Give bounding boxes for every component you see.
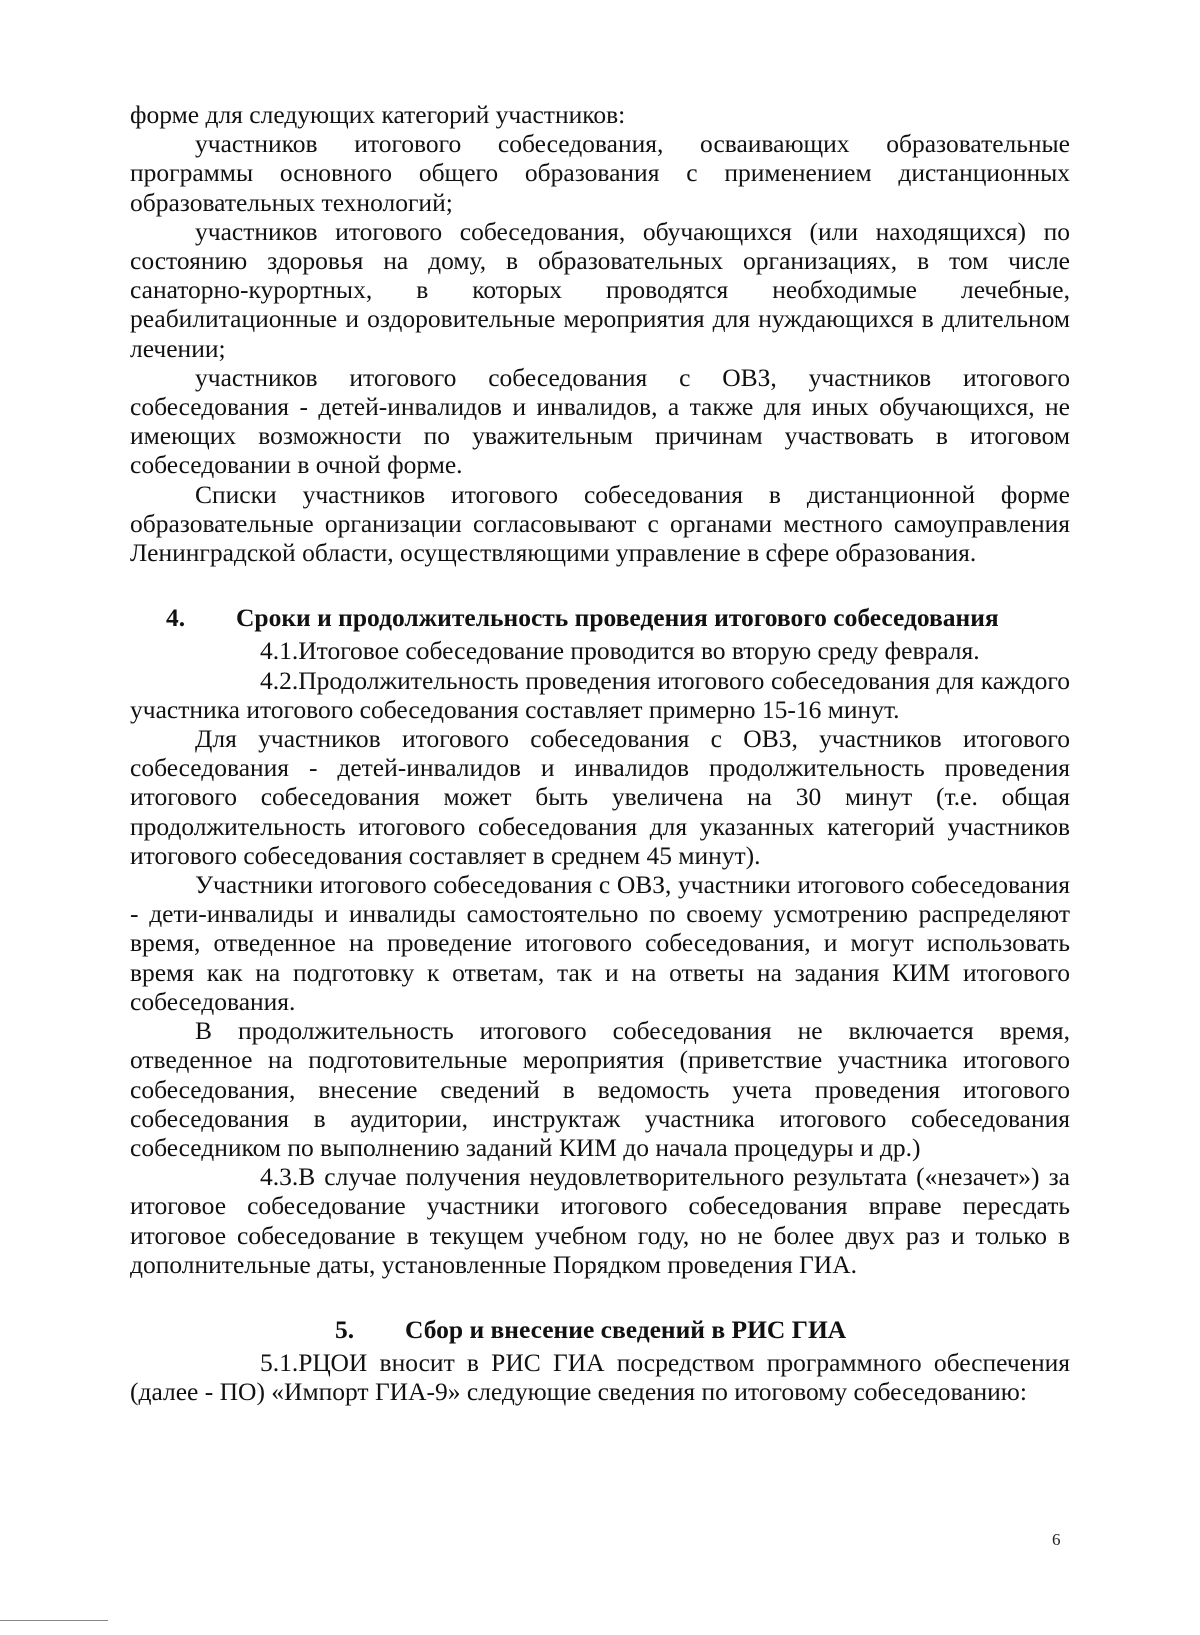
item-4-1-number: 4.1. <box>260 636 299 666</box>
item-4-3-number: 4.3. <box>260 1162 299 1192</box>
item-4-2-text: Продолжительность проведения итогового собеседования для каждого участника итогового собеседования составляет примерно 15-16 минут. <box>130 665 1070 724</box>
item-5-1-number: 5.1. <box>260 1348 299 1378</box>
item-4-1 <box>130 636 1070 665</box>
section-4-number: 4. <box>166 603 186 633</box>
paragraph-category-home: участников итогового собеседования, обучающихся (или находящихся) по состоянию здоровья на дому, в образовательных организациях, в том числе санаторно-курортных, в которых проводятся необходимые лечебные, реабилитационные и оздоровительные мероприятия для нуждающихся в длительном лечении; <box>130 216 1070 363</box>
item-4-2-number: 4.2. <box>260 665 299 695</box>
item-5-1-text: РЦОИ вносит в РИС ГИА посредством программного обеспечения (далее - ПО) «Импорт ГИА-9» следующие сведения по итоговому собеседованию: <box>130 1348 1070 1407</box>
item-4-3 <box>130 1162 1070 1279</box>
footer-divider <box>0 1620 108 1621</box>
paragraph-continuation: форме для следующих категорий участников: <box>130 100 626 129</box>
paragraph-preparation: В продолжительность итогового собеседования не включается время, отведенное на подготовительные мероприятия (приветствие участника итогового собеседования, внесение сведений в ведомость учета проведения итогового собеседования в аудитории, инструктаж участника итогового собеседования собеседником по выполнению заданий КИМ до начала процедуры и др.) <box>130 1016 1070 1162</box>
item-4-2 <box>130 666 1070 724</box>
section-4-heading <box>130 603 1070 632</box>
section-4-title: Сроки и продолжительность проведения итогового собеседования <box>236 603 999 633</box>
section-5-title: Сбор и внесение сведений в РИС ГИА <box>405 1314 847 1344</box>
paragraph-lists: Списки участников итогового собеседования в дистанционной форме образовательные организации согласовывают с органами местного самоуправления Ленинградской области, осуществляющими управление в сфере образования. <box>130 479 1070 568</box>
paragraph-ovz-duration: Для участников итогового собеседования с ОВЗ, участников итогового собеседования - детей-инвалидов и инвалидов продолжительность проведения итогового собеседования может быть увеличена на 30 минут (т.е. общая продолжительность итогового собеседования для указанных категорий участников итогового собеседования составляет в среднем 45 минут). <box>130 724 1070 870</box>
document-page <box>130 100 1070 1407</box>
section-5-number: 5. <box>335 1314 355 1344</box>
paragraph-category-ovz: участников итогового собеседования с ОВЗ, участников итогового собеседования - детей-инвалидов и инвалидов, а также для иных обучающихся, не имеющих возможности по уважительным причинам участвовать в итоговом собеседовании в очной форме. <box>130 362 1070 480</box>
item-4-1-text: Итоговое собеседование проводится во вторую среду февраля. <box>298 636 980 666</box>
item-4-3-text: В случае получения неудовлетворительного результата («незачет») за итоговое собеседование участники итогового собеседования вправе пересдать итоговое собеседование в текущем учебном году, но не более двух раз и только в дополнительные даты, установленные Порядком проведения ГИА. <box>130 1162 1070 1279</box>
paragraph-ovz-time: Участники итогового собеседования с ОВЗ, участники итогового собеседования - дети-инвалиды и инвалиды самостоятельно по своему усмотрению распределяют время, отведенное на проведение итогового собеседования, и могут использовать время как на подготовку к ответам, так и на ответы на задания КИМ итогового собеседования. <box>130 870 1070 1016</box>
section-5-heading <box>130 1315 1070 1344</box>
item-5-1 <box>130 1348 1070 1406</box>
page-number: 6 <box>1052 1530 1061 1549</box>
paragraph-category-distance: участников итогового собеседования, осваивающих образовательные программы основного общего образования с применением дистанционных образовательных технологий; <box>130 129 1070 217</box>
